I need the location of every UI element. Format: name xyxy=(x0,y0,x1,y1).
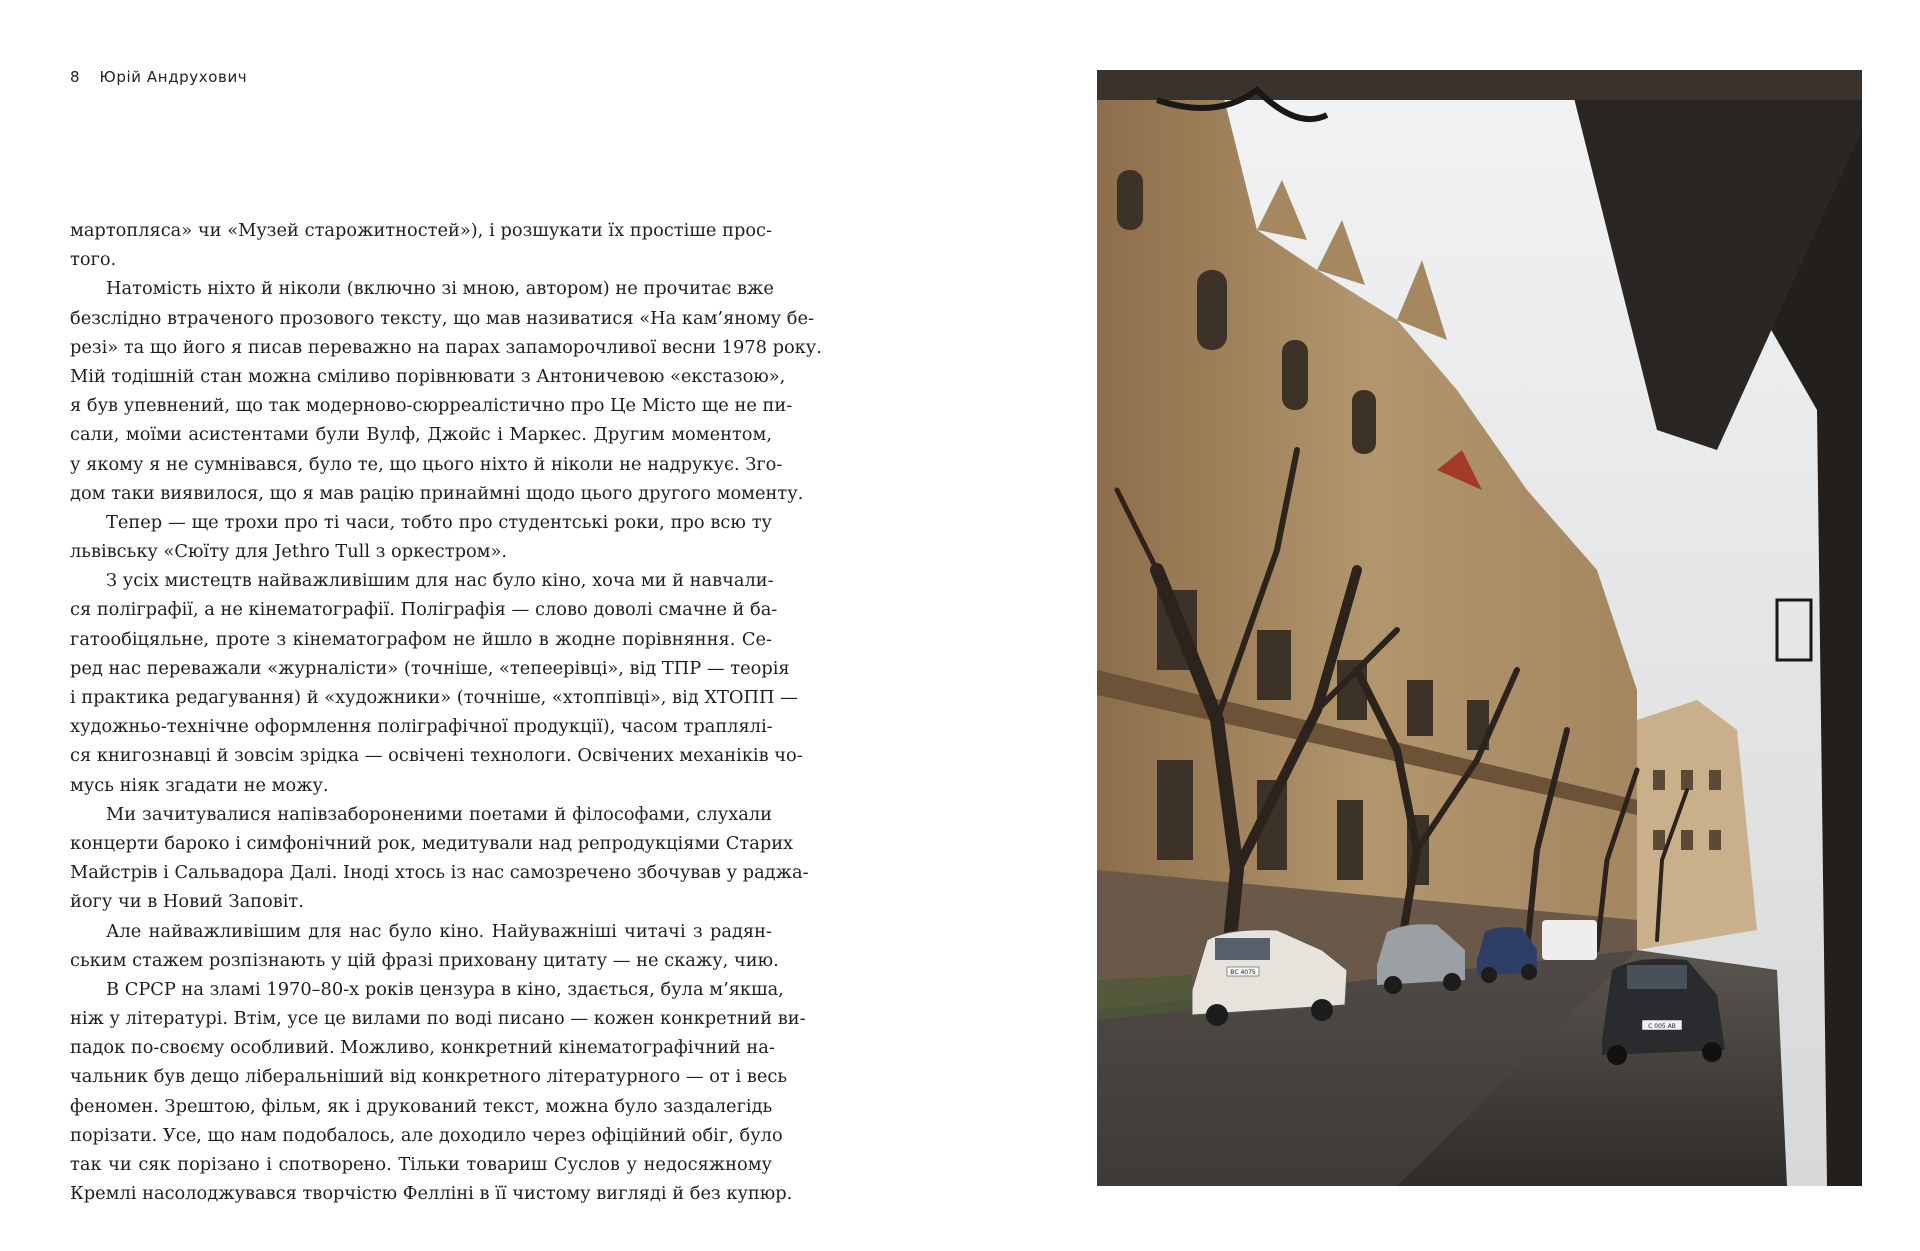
text-line: дом таки виявилося, що я мав рацію принаймні щодо цього другого моменту. xyxy=(70,482,804,504)
text-line: ським стажем розпізнають у цій фразі приховану цитату — не скажу, чию. xyxy=(70,949,779,971)
white-van xyxy=(1542,920,1597,960)
text-line: ся поліграфії, а не кінематографії. Поліграфія — слово доволі смачне й ба- xyxy=(70,599,778,621)
text-line: того. xyxy=(70,249,117,271)
plate-2: С 005 АВ xyxy=(1648,1023,1676,1030)
text-line: резі» та що його я писав переважно на парах запаморочливої весни 1978 року. xyxy=(70,336,822,358)
text-line: чальник був дещо ліберальніший від конкретного літературного — от і весь xyxy=(70,1066,788,1088)
text-line: львівську «Сюїту для Jethro Tull з оркестром». xyxy=(70,541,508,563)
text-line: художньо-технічне оформлення поліграфічної продукції), часом траплялі- xyxy=(70,716,773,738)
text-line: йогу чи в Новий Заповіт. xyxy=(70,891,304,913)
text-line: ся книгознавці й зовсім зрідка — освічені технологи. Освічених механіків чо- xyxy=(70,745,803,767)
text-line: Але найважливішим для нас було кіно. Найуважніші читачі з радян- xyxy=(106,920,772,942)
plate-1: ВС 4075 xyxy=(1230,969,1256,976)
text-line: Натомість ніхто й ніколи (включно зі мною, автором) не прочитає вже xyxy=(106,278,774,300)
text-line: гатообіцяльне, проте з кінематографом не йшло в жодне порівняння. Се- xyxy=(70,628,772,650)
text-line: падок по-своєму особливий. Можливо, конкретний кінематографічний на- xyxy=(70,1037,775,1059)
page-number: 8 xyxy=(70,68,81,86)
text-line: безслідно втраченого прозового тексту, що мав називатися «На кам’яному бе- xyxy=(70,307,815,329)
text-line: З усіх мистецтв найважливішим для нас було кіно, хоча ми й навчали- xyxy=(106,570,774,592)
street-photo-svg xyxy=(1097,70,1862,1186)
text-line: концерти бароко і симфонічний рок, медитували над репродукціями Старих xyxy=(70,832,794,854)
text-line: мусь ніяк згадати не можу. xyxy=(70,774,329,796)
text-line: і практика редагування) й «художники» (точніше, «хтоппівці», від ХТОПП — xyxy=(70,687,798,708)
body-text xyxy=(70,216,822,1208)
text-line: Майстрів і Сальвадора Далі. Іноді хтось із нас самозречено збочував у раджа- xyxy=(70,862,809,884)
text-line: В СРСР на зламі 1970–80-х років цензура в кіно, здається, була м’якша, xyxy=(106,978,784,1000)
text-line: Тепер — ще трохи про ті часи, тобто про студентські роки, про всю ту xyxy=(106,511,772,533)
text-line: Ми зачитувалися напівзабороненими поетами й філософами, слухали xyxy=(106,803,772,825)
text-line: Мій тодішній стан можна сміливо порівнювати з Антоничевою «екстазою», xyxy=(70,365,786,387)
text-line: так чи сяк порізано і спотворено. Тільки товариш Суслов у недосяжному xyxy=(70,1154,772,1175)
text-line: ред нас переважали «журналісти» (точніше, «тепеерівці», від ТПР — теорія xyxy=(70,657,790,679)
text-line: у якому я не сумнівався, було те, що цього ніхто й ніколи не надрукує. Зго- xyxy=(70,453,783,475)
text-line: мартопляса» чи «Музей старожитностей»), і розшукати їх простіше прос- xyxy=(70,220,772,241)
running-head xyxy=(70,68,247,86)
street-photo xyxy=(1097,70,1862,1186)
text-line: ніж у літературі. Втім, усе це вилами по воді писано — кожен конкретний ви- xyxy=(70,1008,806,1030)
awning-top xyxy=(1097,70,1862,100)
text-line: Кремлі насолоджувався творчістю Фелліні в її чистому вигляді й без купюр. xyxy=(70,1183,793,1205)
text-line: я був упевнений, що так модерново-сюрреалістично про Це Місто ще не пи- xyxy=(70,395,793,417)
text-line: феномен. Зрештою, фільм, як і друкований текст, можна було заздалегідь xyxy=(70,1095,773,1117)
text-line: порізати. Усе, що нам подобалось, але доходило через офіційний обіг, було xyxy=(70,1124,783,1146)
text-line: сали, моїми асистентами були Вулф, Джойс і Маркес. Другим моментом, xyxy=(70,424,772,446)
author-name: Юрій Андрухович xyxy=(99,68,248,86)
